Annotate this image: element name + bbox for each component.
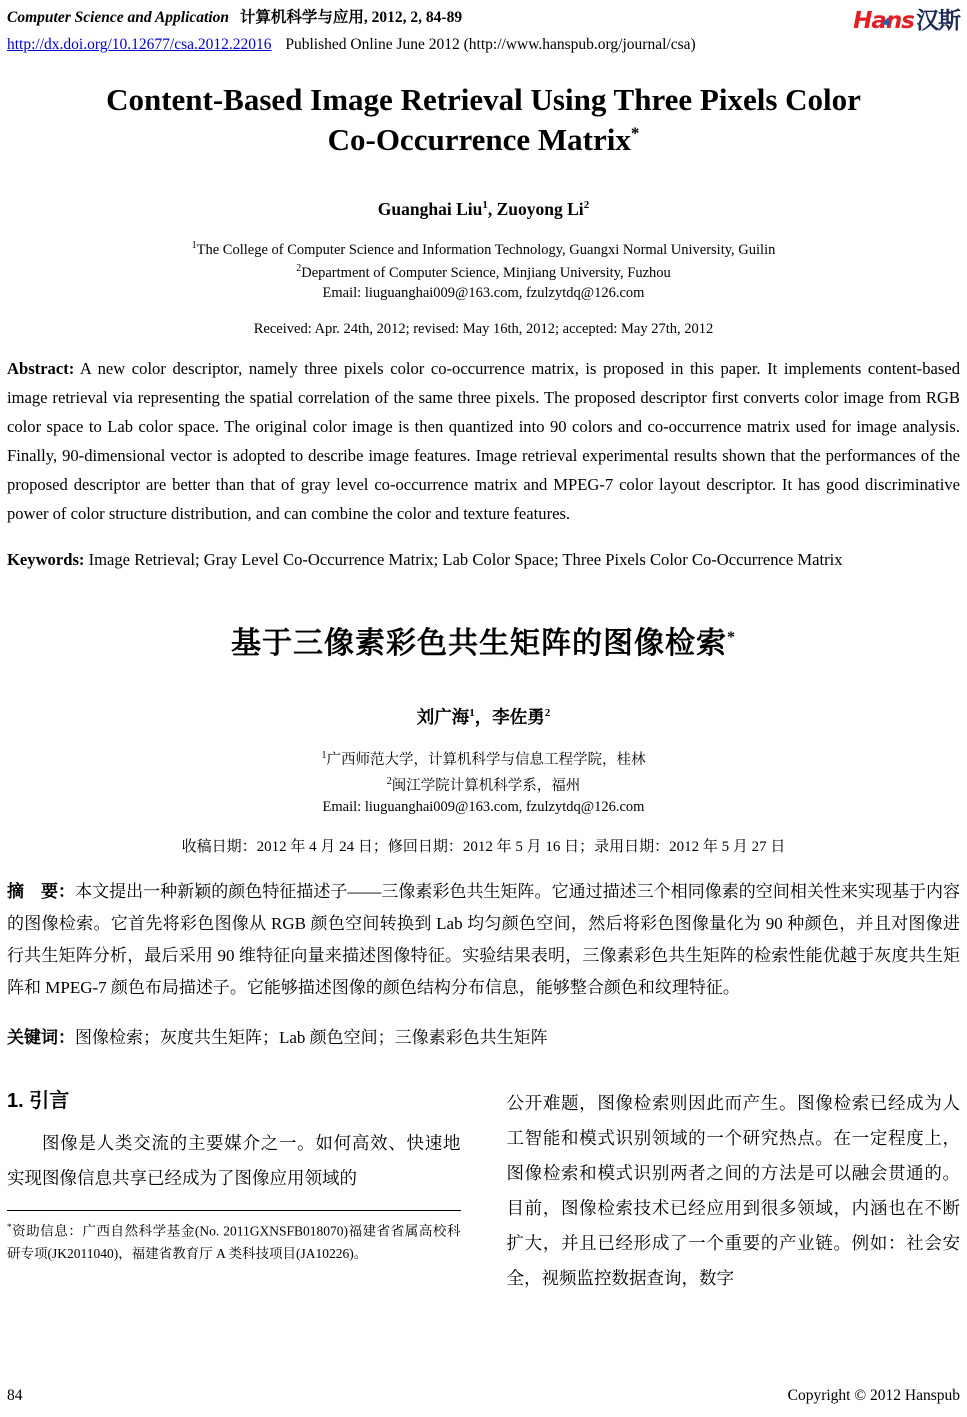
page-footer (7, 1387, 960, 1405)
author-2-superscript: 2 (583, 198, 590, 211)
journal-name-zh-issue: 计算机科学与应用, 2012, 2, 84-89 (239, 9, 463, 26)
right-column (507, 1086, 961, 1296)
author-name-2: Zuoyong Li (496, 198, 584, 219)
page-number: 84 (7, 1387, 23, 1404)
journal-line (7, 8, 462, 28)
chinese-abstract-section (7, 876, 960, 1004)
abstract-text: A new color descriptor, namely three pixels color co-occurrence matrix, is proposed in this paper. It implements content-based image retrieval via representing the spatial correlation of the same three pixels. The proposed descriptor first converts color image from RGB color space to Lab color space. The original color image is then quantized into 90 colors and co-occurrence matrix used for image analysis. Finally, 90-dimensional vector is adopted to describe image features. Image retrieval experimental results shown that the performances of the proposed descriptor are better than that of gray level co-occurrence matrix and MPEG-7 color layout descriptor. It has good discriminative power of color structure distribution, and can combine the color and texture features. (7, 359, 960, 524)
chinese-author-name-1: 刘广海 (416, 707, 470, 728)
author-1-superscript: 1 (482, 198, 488, 211)
published-online-text: Published Online June 2012 (http://www.hanspub.org/journal/csa) (285, 36, 696, 53)
chinese-title (7, 618, 960, 662)
paper-title-line2: Co-Occurrence Matrix (327, 122, 631, 158)
chinese-keywords-section (7, 1023, 960, 1048)
section-heading-introduction: 1. 引言 (7, 1089, 70, 1112)
chinese-author-2-superscript: 2 (544, 707, 551, 720)
intro-right-paragraph: 公开难题，图像检索则因此而产生。图像检索已经成为人工智能和模式识别领域的一个研究热点。在一定程度上，图像检索和模式识别两者之间的方法是可以融会贯通的。目前，图像检索技术已经应用到很多领域，内涵也在不断扩大，并且已经形成了一个重要的产业链。例如：社会安全，视频监控数据查询，数字 (506, 1092, 960, 1288)
chinese-affiliations-block (7, 745, 960, 818)
title-asterisk: * (630, 123, 640, 143)
affiliation-1-text: The College of Computer Science and Information Technology, Guangxi Normal University, Guilin (196, 241, 776, 258)
doi-line (7, 36, 960, 54)
affiliation-line-1 (7, 236, 960, 260)
paper-title-line1: Content-Based Image Retrieval Using Three Pixels Color (106, 82, 861, 117)
hans-logo-latin: Hans (853, 8, 914, 34)
journal-name-en: Computer Science and Application (7, 9, 230, 26)
chinese-title-text: 基于三像素彩色共生矩阵的图像检索 (231, 627, 727, 661)
journal-header (7, 8, 960, 33)
footnote-text: 资助信息：广西自然科学基金(No. 2011GXNSFB018070)福建省省属高校科研专项(JK2011040)，福建省教育厅 A 类科技项目(JA10226)。 (7, 1223, 461, 1262)
chinese-affiliation-2-superscript: 2 (386, 776, 392, 788)
affiliation-line-2 (7, 259, 960, 283)
intro-left-paragraph: 图像是人类交流的主要媒介之一。如何高效、快速地实现图像信息共享已经成为了图像应用领域的 (7, 1132, 461, 1188)
chinese-email-line: Email: liuguanghai009@163.com, fzulzytdq@126.com (322, 798, 645, 815)
hans-logo-cjk: 汉斯 (916, 8, 960, 34)
chinese-keywords-text: 图像检索；灰度共生矩阵；Lab 颜色空间；三像素彩色共生矩阵 (75, 1027, 548, 1047)
copyright-notice: Copyright © 2012 Hanspub (787, 1387, 960, 1404)
affiliation-2-text: Department of Computer Science, Minjiang University, Fuzhou (301, 265, 671, 282)
chinese-affiliation-line-1 (7, 745, 960, 771)
chinese-author-name-2: 李佐勇 (492, 707, 545, 728)
received-line: Received: Apr. 24th, 2012; revised: May 16th, 2012; accepted: May 27th, 2012 (253, 321, 714, 338)
paper-title (7, 80, 960, 161)
chinese-affiliation-2-text: 闽江学院计算机科学系，福州 (391, 777, 581, 794)
chinese-affiliation-1-text: 广西师范大学，计算机科学与信息工程学院，桂林 (326, 752, 646, 769)
keywords-text: Image Retrieval; Gray Level Co-Occurrence Matrix; Lab Color Space; Three Pixels Color Co-Occurrence Matrix (84, 550, 843, 570)
authors-line (7, 199, 960, 220)
abstract-section (7, 354, 960, 528)
chinese-authors-line (7, 704, 960, 729)
doi-link[interactable]: http://dx.doi.org/10.12677/csa.2012.22016 (7, 36, 272, 53)
author-separator: , (487, 198, 497, 219)
keywords-section (7, 546, 960, 574)
chinese-title-asterisk: * (727, 629, 736, 647)
affiliations-block (7, 236, 960, 304)
chinese-abstract-text: 本文提出一种新颖的颜色特征描述子——三像素彩色共生矩阵。它通过描述三个相同像素的空间相关性来实现基于内容的图像检索。它首先将彩色图像从 RGB 颜色空间转换到 Lab 均匀颜色空间，然后将彩色图像量化为 90 种颜色，并且对图像进行共生矩阵分析，最后采用 90 维特征向量来描述图像特征。实验结果表明，三像素彩色共生矩阵的检索性能优越于灰度共生矩阵和 MPEG-7 颜色布局描述子。它能够描述图像的颜色结构分布信息，能够整合颜色和纹理特征。 (7, 881, 961, 997)
author-name-1: Guanghai Liu (377, 198, 483, 219)
left-column (7, 1086, 461, 1296)
chinese-keywords-label: 关键词： (7, 1027, 75, 1047)
email-line: Email: liuguanghai009@163.com, fzulzytdq@126.com (322, 285, 645, 302)
abstract-label: Abstract: (7, 359, 75, 379)
hans-logo (853, 8, 960, 33)
chinese-received-line: 收稿日期：2012 年 4 月 24 日；修回日期：2012 年 5 月 16 日；录用日期：2012 年 5 月 27 日 (181, 838, 786, 855)
keywords-label: Keywords: (7, 550, 85, 570)
funding-footnote (7, 1210, 461, 1266)
body-columns (7, 1086, 960, 1296)
chinese-abstract-label: 摘 要： (7, 881, 76, 901)
chinese-affiliation-line-2 (7, 771, 960, 797)
chinese-affiliation-1-superscript: 1 (321, 750, 327, 762)
footnote-asterisk: * (7, 1221, 12, 1232)
affiliation-2-superscript: 2 (296, 263, 302, 275)
affiliation-1-superscript: 1 (191, 239, 197, 251)
chinese-author-1-superscript: 1 (469, 707, 475, 720)
chinese-author-separator: ， (474, 707, 493, 728)
